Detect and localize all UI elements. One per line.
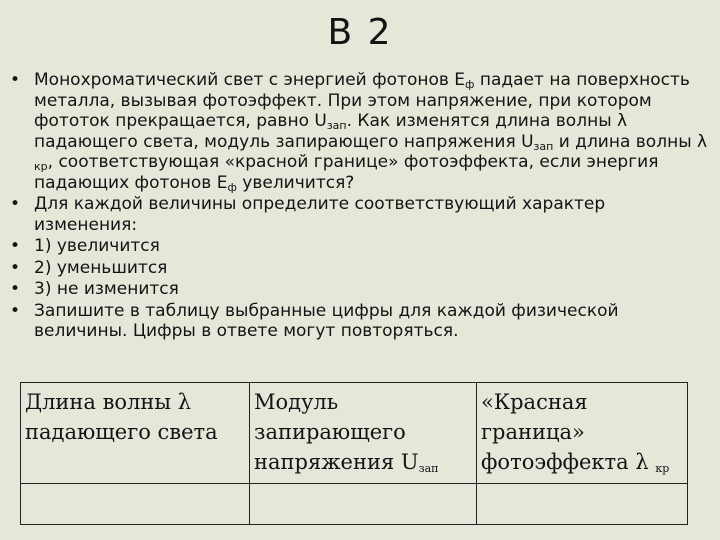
header-red-line2: граница» xyxy=(481,420,585,444)
bullet-marker: • xyxy=(10,279,21,299)
bullet-marker: • xyxy=(10,70,21,90)
header-voltage-line2: запирающего xyxy=(254,420,406,444)
subscript-zap: зап xyxy=(533,139,554,153)
header-stopping-voltage xyxy=(250,383,477,484)
instruction-text: Для каждой величины определите соответствующий характер изменения: xyxy=(34,194,606,235)
slide-title: В 2 xyxy=(327,12,393,53)
header-wavelength xyxy=(21,383,250,484)
bullet-option-1 xyxy=(8,236,708,257)
task-text xyxy=(8,70,708,343)
answer-table xyxy=(20,382,688,525)
answer-cell-voltage[interactable] xyxy=(250,484,477,525)
question-text-6: увеличится? xyxy=(236,172,355,193)
question-text-4: и длина волны λ xyxy=(553,131,708,152)
option-decrease: 2) уменьшится xyxy=(34,257,168,278)
subscript-zap: зап xyxy=(418,462,439,475)
subscript-kr: кр xyxy=(34,160,48,173)
bullet-instruction xyxy=(8,194,708,235)
bullet-marker: • xyxy=(10,300,21,321)
bullet-option-2 xyxy=(8,258,708,279)
subscript-f: ф xyxy=(465,78,475,91)
subscript-kr: кр xyxy=(655,462,670,475)
bullet-marker: • xyxy=(10,236,21,256)
question-text-1: Монохроматический свет с энергией фотонов Е xyxy=(34,70,466,90)
header-red-text: фотоэффекта λ xyxy=(481,450,656,474)
header-red-limit xyxy=(477,383,688,484)
answer-cell-wavelength[interactable] xyxy=(21,484,250,525)
answer-cell-red-limit[interactable] xyxy=(477,484,688,525)
bullet-option-3 xyxy=(8,279,708,300)
subscript-f: ф xyxy=(227,180,237,194)
option-increase: 1) увеличится xyxy=(34,236,160,256)
header-red-line3 xyxy=(481,447,683,477)
answer-row xyxy=(21,484,688,525)
answer-instruction-text: Запишите в таблицу выбранные цифры для каждой физической величины. Цифры в ответе могут повторяться. xyxy=(34,300,619,341)
bullet-marker: • xyxy=(10,194,21,214)
bullet-marker: • xyxy=(10,257,21,278)
header-red-line1: «Красная xyxy=(481,390,588,414)
option-unchanged: 3) не изменится xyxy=(34,279,179,299)
table-header-row xyxy=(21,383,688,484)
subscript-zap: зап xyxy=(326,119,347,132)
header-voltage-line3 xyxy=(254,447,472,477)
bullet-answer-instruction xyxy=(8,301,708,342)
question-text-5: , соответствующая «красной границе» фотоэффекта, если энергия падающих фотонов Е xyxy=(34,152,659,193)
bullet-question xyxy=(8,70,708,193)
question-text-2: падает на поверхность металла, вызывая фотоэффект. При этом напряжение, при котором фототок прекращается, равно U xyxy=(34,70,690,131)
header-voltage-text: напряжения U xyxy=(254,450,419,474)
header-wavelength-line2: падающего света xyxy=(25,420,218,444)
question-text-3: . Как изменятся длина волны λ падающего света, модуль запирающего напряжения U xyxy=(34,111,628,152)
header-voltage-line1: Модуль xyxy=(254,390,339,414)
header-wavelength-line1: Длина волны λ xyxy=(25,390,192,414)
